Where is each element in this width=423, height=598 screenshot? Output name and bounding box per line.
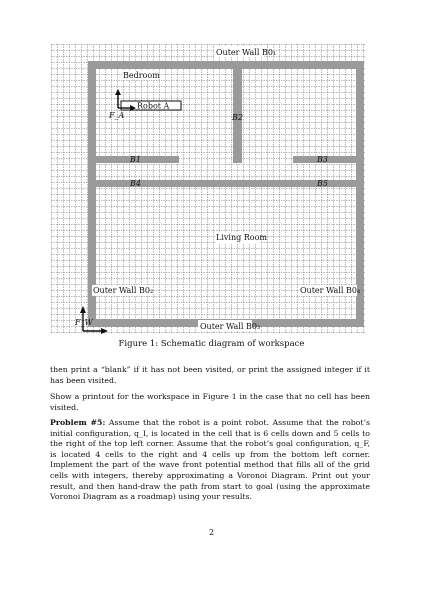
label-outer-wall-top: Outer Wall B0₁ <box>216 48 277 57</box>
label-b4: B4 <box>130 179 141 188</box>
label-outer-wall-right: Outer Wall B0₄ <box>300 286 361 295</box>
paragraph-problem-5 <box>50 418 370 503</box>
label-outer-wall-left: Outer Wall B0₂ <box>93 286 154 295</box>
label-outer-wall-bottom: Outer Wall B0₃ <box>200 322 261 331</box>
label-b1: B1 <box>130 155 141 164</box>
paragraph-visited-rule: then print a “blank” if it has not been visited, or print the assigned integer if it has been visited. <box>50 365 370 385</box>
problem-5-heading: Problem #5: <box>50 418 106 427</box>
label-frame-a: F_A <box>109 111 125 120</box>
outer-wall-top <box>88 61 364 69</box>
workspace-grid-map <box>51 44 366 334</box>
figure-caption: Figure 1: Schematic diagram of workspace <box>118 339 305 349</box>
label-frame-w: F_W <box>75 318 93 327</box>
label-b2: B2 <box>232 113 243 122</box>
frame-a-axes-icon <box>115 89 136 111</box>
label-b5: B5 <box>317 179 328 188</box>
label-b3: B3 <box>317 155 328 164</box>
label-living-room: Living Room <box>216 233 268 242</box>
label-bedroom: Bedroom <box>123 71 160 80</box>
page-number: 2 <box>208 528 215 537</box>
workspace-figure <box>51 44 366 334</box>
wall-b4 <box>96 180 302 187</box>
label-robot-a: Robot A <box>137 101 170 111</box>
paragraph-printout-instruction: Show a printout for the workspace in Figure 1 in the case that no cell has been visited. <box>50 392 370 412</box>
problem-5-body: Assume that the robot is a point robot. Assume that the robot’s initial configuration, q_I, is located in the cell that is 6 cells down and 5 cells to the right of the top left corner. Assume that the robot’s goal configuration, q_F, is located 4 cells to the right and 4 cells up from the bottom left corner. Implement the part of the wave front potential method that fills all of the grid cells with integers, thereby approximating a Voronoi Diagram. Print out your result, and then hand-draw the path from start to goal (using the approximate Voronoi Diagram as a roadmap) using your results. <box>50 418 370 502</box>
